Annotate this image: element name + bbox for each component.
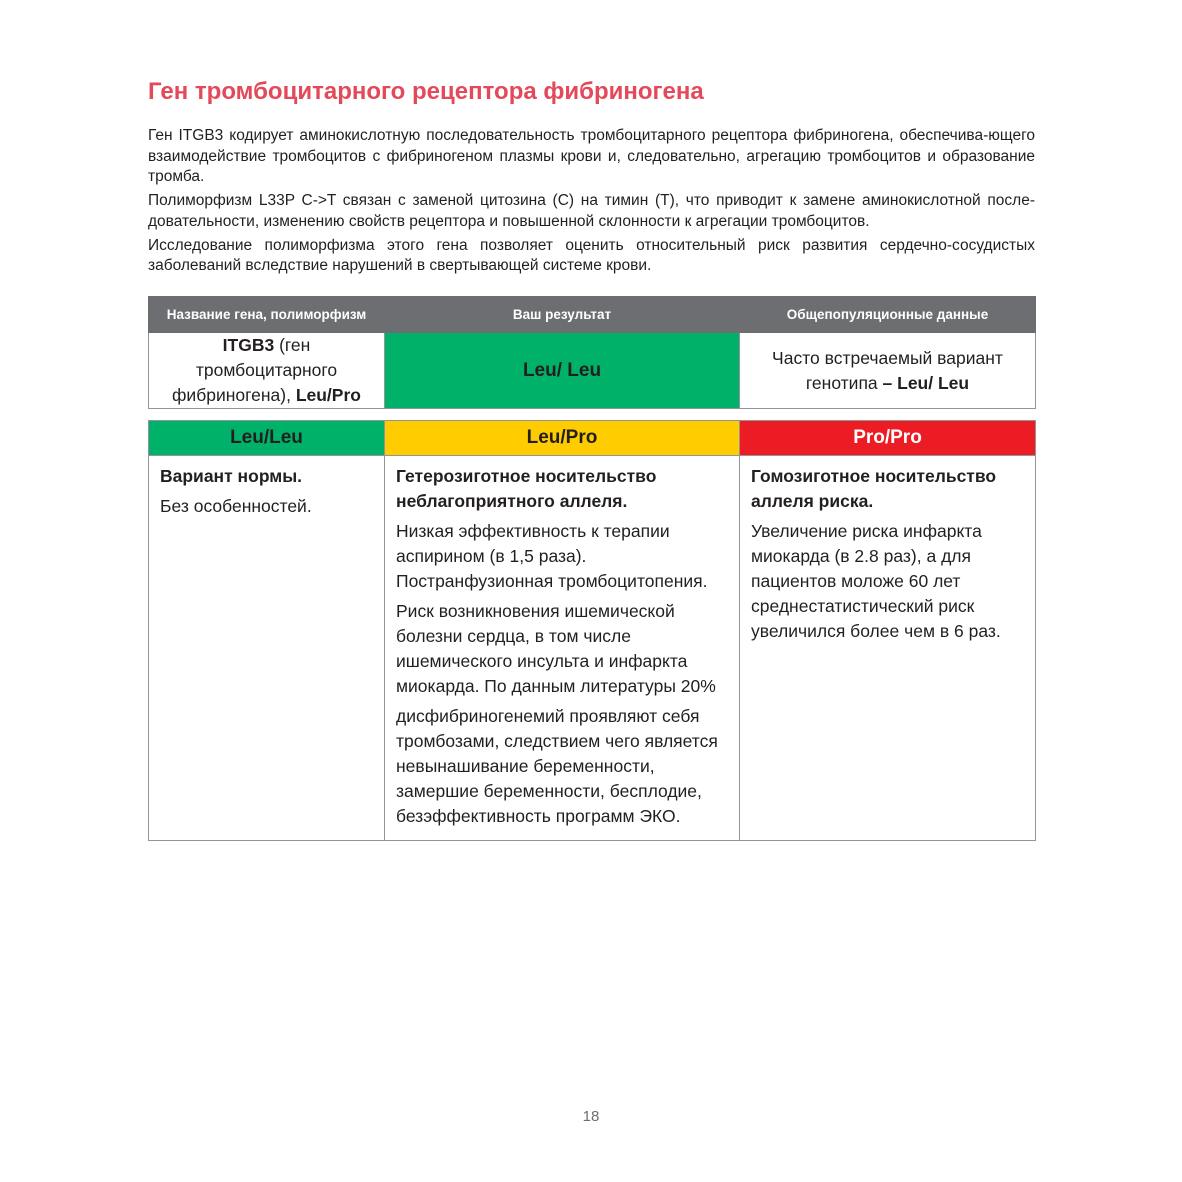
header-gene: Название гена, полиморфизм [149, 297, 385, 333]
summary-table [148, 296, 1036, 409]
gene-name: ITGB3 [222, 335, 275, 355]
intro-paragraph: Исследование полиморфизма этого гена позволяет оценить относительный риск развития сердечно-сосудистых заболеваний вследствие нарушений в свертывающей системе крови. [148, 236, 1035, 274]
variant-cell-pro-pro [740, 456, 1036, 841]
intro-paragraph: Полиморфизм L33P C->T связан с заменой цитозина (C) на тимин (T), что приводит к замене аминокислотной после-довательности, изменению свойств рецептора и повышенной склонности к агрегации тромбоцитов. [148, 192, 1035, 230]
variants-table [148, 420, 1036, 841]
variant-header-pro-pro: Pro/Pro [740, 421, 1036, 456]
result-cell: Leu/ Leu [385, 333, 740, 409]
variant-paragraph: дисфибриногенемий проявляют себя тромбозами, следствием чего является невынашивание беременности, замершие беременности, бесплодие, безэффективность программ ЭКО. [396, 706, 718, 826]
population-text: Часто встречаемый вариант генотипа [772, 347, 1003, 393]
variant-paragraph: Без особенностей. [160, 496, 312, 516]
variant-cell-leu-pro [385, 456, 740, 841]
variant-header-leu-leu: Leu/Leu [149, 421, 385, 456]
intro-text [148, 126, 1035, 280]
header-population: Общепопуляционные данные [740, 297, 1036, 333]
summary-header-row [149, 297, 1036, 333]
header-result: Ваш результат [385, 297, 740, 333]
variants-body-row [149, 456, 1036, 841]
variant-lead: Гомозиготное носительство аллеля риска. [751, 466, 997, 511]
variant-cell-leu-leu [149, 456, 385, 841]
intro-paragraph: Ген ITGB3 кодирует аминокислотную последовательность тромбоцитарного рецептора фибриногена, обеспечива-ющего взаимодействие тромбоцитов с фибриногеном плазмы крови и, следовательно, агрегацию тромбоцитов и образование тромба. [148, 127, 1035, 185]
page-number: 18 [582, 1108, 600, 1125]
population-genotype: – Leu/ Leu [882, 372, 970, 393]
variant-paragraph: Риск возникновения ишемической болезни сердца, в том числе ишемического инсульта и инфаркта миокарда. По данным литературы 20% [396, 601, 716, 696]
variant-lead: Вариант нормы. [160, 466, 303, 486]
variant-lead: Гетерозиготное носительство неблагоприятного аллеля. [396, 466, 657, 511]
variant-paragraph: Увеличение риска инфаркта миокарда (в 2.8 раз), а для пациентов моложе 60 лет среднестатистический риск увеличился более чем в 6 раз. [751, 521, 1001, 641]
page-title: Ген тромбоцитарного рецептора фибриногена [148, 78, 704, 105]
gene-description: (ген тромбоцитарного фибриногена), [172, 335, 338, 405]
gene-polymorphism: Leu/Pro [295, 385, 361, 405]
gene-cell [149, 333, 385, 409]
variants-header-row [149, 421, 1036, 456]
population-cell [740, 333, 1036, 409]
variant-paragraph: Низкая эффективность к терапии аспирином (в 1,5 раза). Постранфузионная тромбоцитопения. [396, 521, 708, 591]
summary-row [149, 333, 1036, 409]
variant-header-leu-pro: Leu/Pro [385, 421, 740, 456]
